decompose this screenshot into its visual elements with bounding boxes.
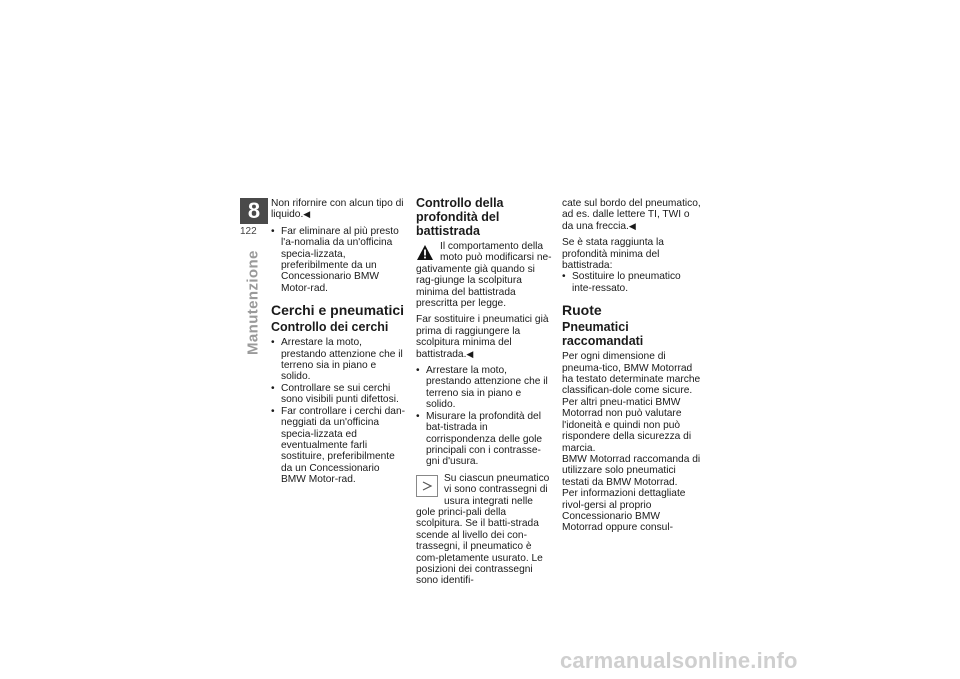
- paragraph: Per ogni dimensione di pneuma-tico, BMW Motorrad ha testato determinate marche classifican-dole come sicure. Per altri pneu-matici BMW Motorrad non può valutare l'idoneità e quindi non può rispondere della sicurezza di marcia.: [562, 351, 701, 454]
- column-1: [271, 198, 407, 491]
- column-2: [416, 198, 552, 592]
- paragraph: Non rifornire con alcun tipo di liquido.◀: [271, 198, 404, 221]
- subsection-heading: Controllo dei cerchi: [271, 320, 389, 335]
- bullet-list: [271, 226, 407, 294]
- end-marker-icon: ◀: [303, 209, 311, 220]
- warning-triangle-icon: [416, 243, 434, 261]
- list-item: • Arrestare la moto, prestando attenzione che il terreno sia in piano e solido.: [416, 365, 552, 411]
- paragraph: cate sul bordo del pneumatico, ad es. dalle lettere TI, TWI o da una freccia.◀: [562, 198, 701, 232]
- column-3: [562, 198, 702, 539]
- paragraph: BMW Motorrad raccomanda di utilizzare solo pneumatici testati da BMW Motorrad.: [562, 453, 701, 488]
- subsection-heading: Pneumatici raccomandati: [562, 320, 644, 349]
- list-item: • Far controllare i cerchi dan-neggiati da un'officina specia-lizzata ed eventualmente farli sostituire, preferibilmente da un Concessionario BMW Motor-rad.: [271, 406, 407, 486]
- paragraph: Se è stata raggiunta la profondità minima del battistrada:: [562, 237, 664, 272]
- paragraph: Per informazioni dettagliate rivol-gersi al proprio Concessionario BMW Motorrad oppure consul-: [562, 488, 686, 534]
- end-marker-icon: ◀: [466, 348, 474, 359]
- chapter-number-box: 8: [240, 198, 268, 224]
- watermark: carmanualsonline.info: [560, 648, 798, 673]
- paragraph: Far sostituire i pneumatici già prima di raggiungere la scolpitura minima del battistrada.◀: [416, 314, 549, 360]
- bullet-list: [271, 337, 407, 485]
- page-number: 122: [240, 226, 257, 237]
- end-marker-icon: ◀: [628, 220, 636, 231]
- list-item: • Sostituire lo pneumatico inte-ressato.: [562, 271, 702, 294]
- chapter-side-label: Manutenzione: [244, 250, 262, 355]
- section-heading: Cerchi e pneumatici: [271, 302, 405, 319]
- list-item: • Far eliminare al più presto l'a-nomalia da un'officina specia-lizzata, preferibilmente da un Concessionario BMW Motor-rad.: [271, 226, 407, 294]
- note-paragraph: Su ciascun pneumatico vi sono contrassegni di usura integrati nelle gole princi-pali della scolpitura. Se il batti-strada scende al livello dei con-trassegni, il pneumatico è com-pletamente usurato. Le posizioni dei contrassegni sono identifi-: [416, 472, 550, 587]
- bullet-list: [416, 365, 552, 468]
- section-heading: Ruote: [562, 302, 602, 319]
- subsection-heading: Controllo della profondità del battistrada: [416, 196, 504, 238]
- warning-paragraph: Il comportamento della moto può modificarsi ne-gativamente già quando si rag-giunge la scolpitura minima del battistrada prescritta per legge.: [416, 241, 552, 310]
- bullet-list: [562, 271, 702, 294]
- list-item: • Arrestare la moto, prestando attenzione che il terreno sia in piano e solido.: [271, 337, 407, 383]
- list-item: • Controllare se sui cerchi sono visibili punti difettosi.: [271, 383, 407, 406]
- list-item: • Misurare la profondità del bat-tistrada in corrispondenza delle gole principali con i contrasse-gni d'usura.: [416, 411, 552, 468]
- note-icon: [416, 475, 438, 497]
